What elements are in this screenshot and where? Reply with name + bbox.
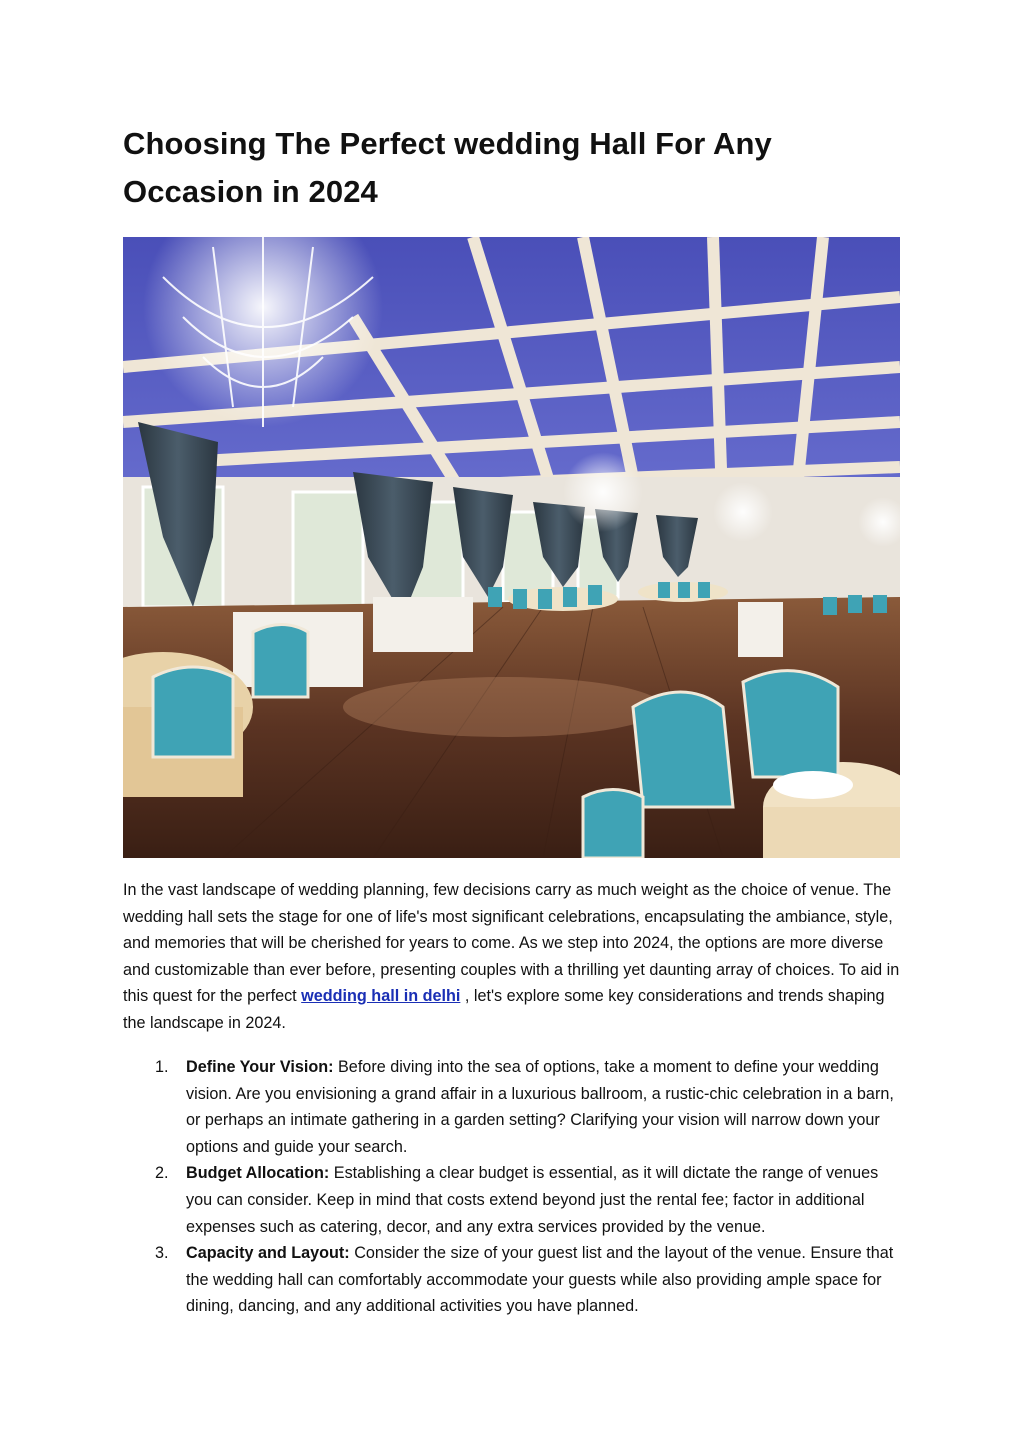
list-number: 1.: [155, 1058, 169, 1076]
list-item-text: Establishing a clear budget is essential, as it will dictate the range of venues you can consider. Keep in mind that costs extend beyond just the rental fee; factor in additional expenses such as catering, decor, and any extra services provided by the venue.: [186, 1164, 879, 1236]
considerations-list: [123, 1054, 900, 1320]
list-item-text: Before diving into the sea of options, take a moment to define your wedding vision. Are you envisioning a grand affair in a luxurious ballroom, a rustic-chic celebration in a barn, or perhaps an intimate gathering in a garden setting? Clarifying your vision will narrow down your options and guide your search.: [186, 1058, 894, 1156]
list-item: [123, 1240, 900, 1320]
list-item: [123, 1054, 900, 1160]
list-item-heading: Capacity and Layout:: [186, 1244, 350, 1263]
list-item-heading: Budget Allocation:: [186, 1164, 330, 1183]
intro-text-start: In the vast landscape of wedding planning, few decisions carry as much weight as the choice of venue. The wedding hall sets the stage for one of life's most significant celebrations, encapsulating the ambiance, style, and memories that will be cherished for years to come. As we step into 2024, the options are more diverse and customizable than ever before, presenting couples with a thrilling yet daunting array of choices. To aid in this quest for the perfect: [123, 881, 900, 1006]
article-header: [123, 120, 900, 216]
intro-paragraph: [123, 877, 900, 1037]
list-item-heading: Define Your Vision:: [186, 1058, 334, 1076]
wedding-hall-link[interactable]: wedding hall in delhi: [301, 987, 461, 1006]
list-number: 3.: [155, 1244, 169, 1263]
list-number: 2.: [155, 1164, 169, 1183]
page-title: Choosing The Perfect wedding Hall For Any Occasion in 2024: [123, 126, 772, 209]
intro-text-end: , let's explore some key considerations and trends shaping the landscape in 2024.: [123, 987, 885, 1032]
list-item-text: Consider the size of your guest list and the layout of the venue. Ensure that the wedding hall can comfortably accommodate your guests while also providing ample space for dining, dancing, and any additional activities you have planned.: [186, 1244, 894, 1316]
wedding-hall-photo: [123, 237, 900, 858]
list-item: [123, 1160, 900, 1240]
